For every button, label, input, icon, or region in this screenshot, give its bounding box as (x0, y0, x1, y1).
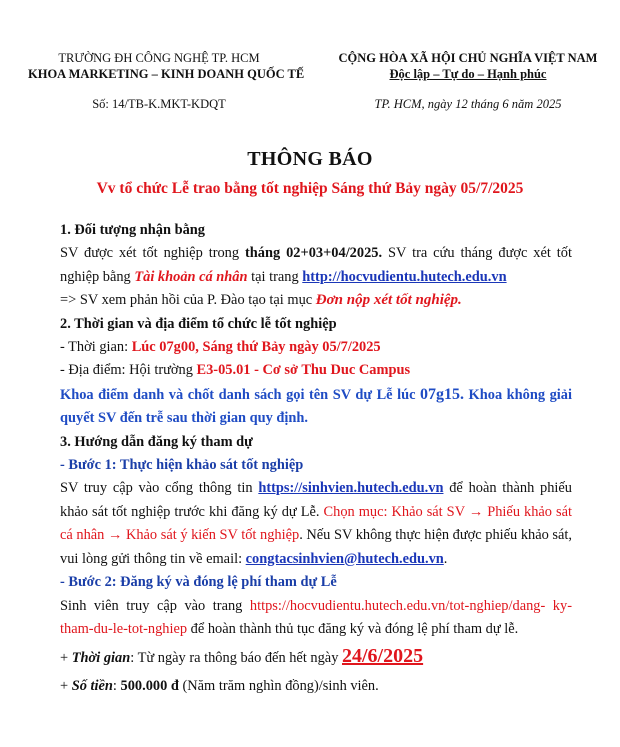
attendance-note (60, 383, 572, 431)
hocvudientu-link[interactable]: http://hocvudientu.hutech.edu.vn (302, 268, 507, 285)
text: + (60, 650, 72, 667)
text: => SV xem phản hồi của P. Đào tạo tại mục (60, 292, 316, 309)
national-title: CỘNG HÒA XÃ HỘI CHỦ NGHĨA VIỆT NAM (338, 51, 598, 65)
section-3-heading: 3. Hướng dẫn đăng ký tham dự (60, 433, 253, 450)
text: tại trang (247, 268, 303, 285)
registration-fee (60, 675, 572, 698)
survey-path: Chọn mục: Khảo sát SV → Phiếu khảo sát cá nhân → Khảo sát ý kiến SV tốt nghiệp (60, 503, 572, 544)
ceremony-place-value: E3-05.01 - Cơ sở Thu Duc Campus (196, 362, 411, 379)
deadline-label: Thời gian (71, 650, 131, 667)
text: (Năm trăm nghìn đồng)/sinh viên. (178, 677, 379, 694)
text: - Thời gian: (60, 339, 132, 356)
text: . (443, 550, 448, 567)
text: để hoàn thành thủ tục đăng ký và đóng lệ phí tham dự lễ. (187, 620, 519, 637)
text: để hoàn thành phiếu khảo sát tốt nghiệp trước khi đăng ký dự Lễ. (60, 480, 572, 520)
sinhvien-link[interactable]: https://sinhvien.hutech.edu.vn (258, 480, 444, 497)
text: Khoa không giải quyết SV đến trễ sau thời gian quy định. (60, 386, 572, 427)
text: . Nếu SV không thực hiện được phiếu khảo sát, vui lòng gửi thông tin về email: (60, 527, 572, 567)
faculty-name: KHOA MARKETING – KINH DOANH QUỐC TẾ (28, 67, 305, 81)
text: : Từ ngày ra thông báo đến hết ngày (130, 650, 342, 667)
national-motto: Độc lập – Tự do – Hạnh phúc (389, 67, 547, 81)
ceremony-time (60, 336, 572, 359)
deadline-date: 24/6/2025 (341, 645, 424, 668)
document-date: TP. HCM, ngày 12 tháng 6 năm 2025 (374, 97, 562, 111)
registration-link[interactable]: https://hocvudientu.hutech.edu.vn/tot-nghiep/dang- ky-tham-du-le-tot-nghiep (60, 597, 572, 637)
document-title: THÔNG BÁO (247, 148, 373, 170)
text: Sinh viên truy cập vào trang (60, 597, 250, 614)
fee-amount: 500.000 đ (120, 677, 179, 694)
step-1-heading: - Bước 1: Thực hiện khảo sát tốt nghiệp (60, 457, 304, 474)
document-subtitle: Vv tổ chức Lễ trao bằng tốt nghiệp Sáng thứ Bảy ngày 05/7/2025 (96, 180, 524, 197)
header-left (28, 50, 305, 112)
section-1-paragraph (60, 242, 572, 289)
text: SV tra cứu tháng được xét tốt nghiệp bằng (60, 245, 572, 285)
graduation-months: tháng 02+03+04/2025. (245, 245, 383, 262)
graduation-application-text: Đơn nộp xét tốt nghiệp. (315, 292, 462, 309)
text: SV được xét tốt nghiệp trong (60, 245, 245, 262)
school-name: TRƯỜNG ĐH CÔNG NGHỆ TP. HCM (58, 51, 260, 65)
text: : (112, 677, 121, 694)
section-1-heading: 1. Đối tượng nhận bằng (60, 222, 205, 238)
ceremony-time-value: Lúc 07g00, Sáng thứ Bảy ngày 05/7/2025 (131, 339, 381, 356)
email-link[interactable]: congtacsinhvien@hutech.edu.vn (245, 550, 444, 567)
fee-label: Số tiền (71, 677, 113, 694)
section-2-heading: 2. Thời gian và địa điểm tổ chức lễ tốt nghiệp (60, 315, 337, 332)
document-number: Số: 14/TB-K.MKT-KDQT (92, 97, 226, 111)
text: - Địa điểm: Hội trường (60, 362, 197, 379)
text: SV truy cập vào cổng thông tin (60, 480, 259, 497)
ceremony-place (60, 359, 572, 382)
text: + (60, 677, 72, 694)
step-2-paragraph (60, 595, 572, 642)
personal-account-text: Tài khoản cá nhân (134, 268, 248, 285)
step-2-heading: - Bước 2: Đăng ký và đóng lệ phí tham dự Lễ (60, 574, 337, 591)
document-body (60, 219, 572, 698)
text: Khoa điểm danh và chốt danh sách gọi tên SV dự Lễ lúc (60, 386, 421, 403)
registration-deadline (60, 645, 572, 670)
step-1-paragraph (60, 477, 572, 571)
section-1-note (60, 289, 572, 312)
header-right (322, 50, 614, 112)
checkin-time: 07g15. (420, 385, 465, 403)
